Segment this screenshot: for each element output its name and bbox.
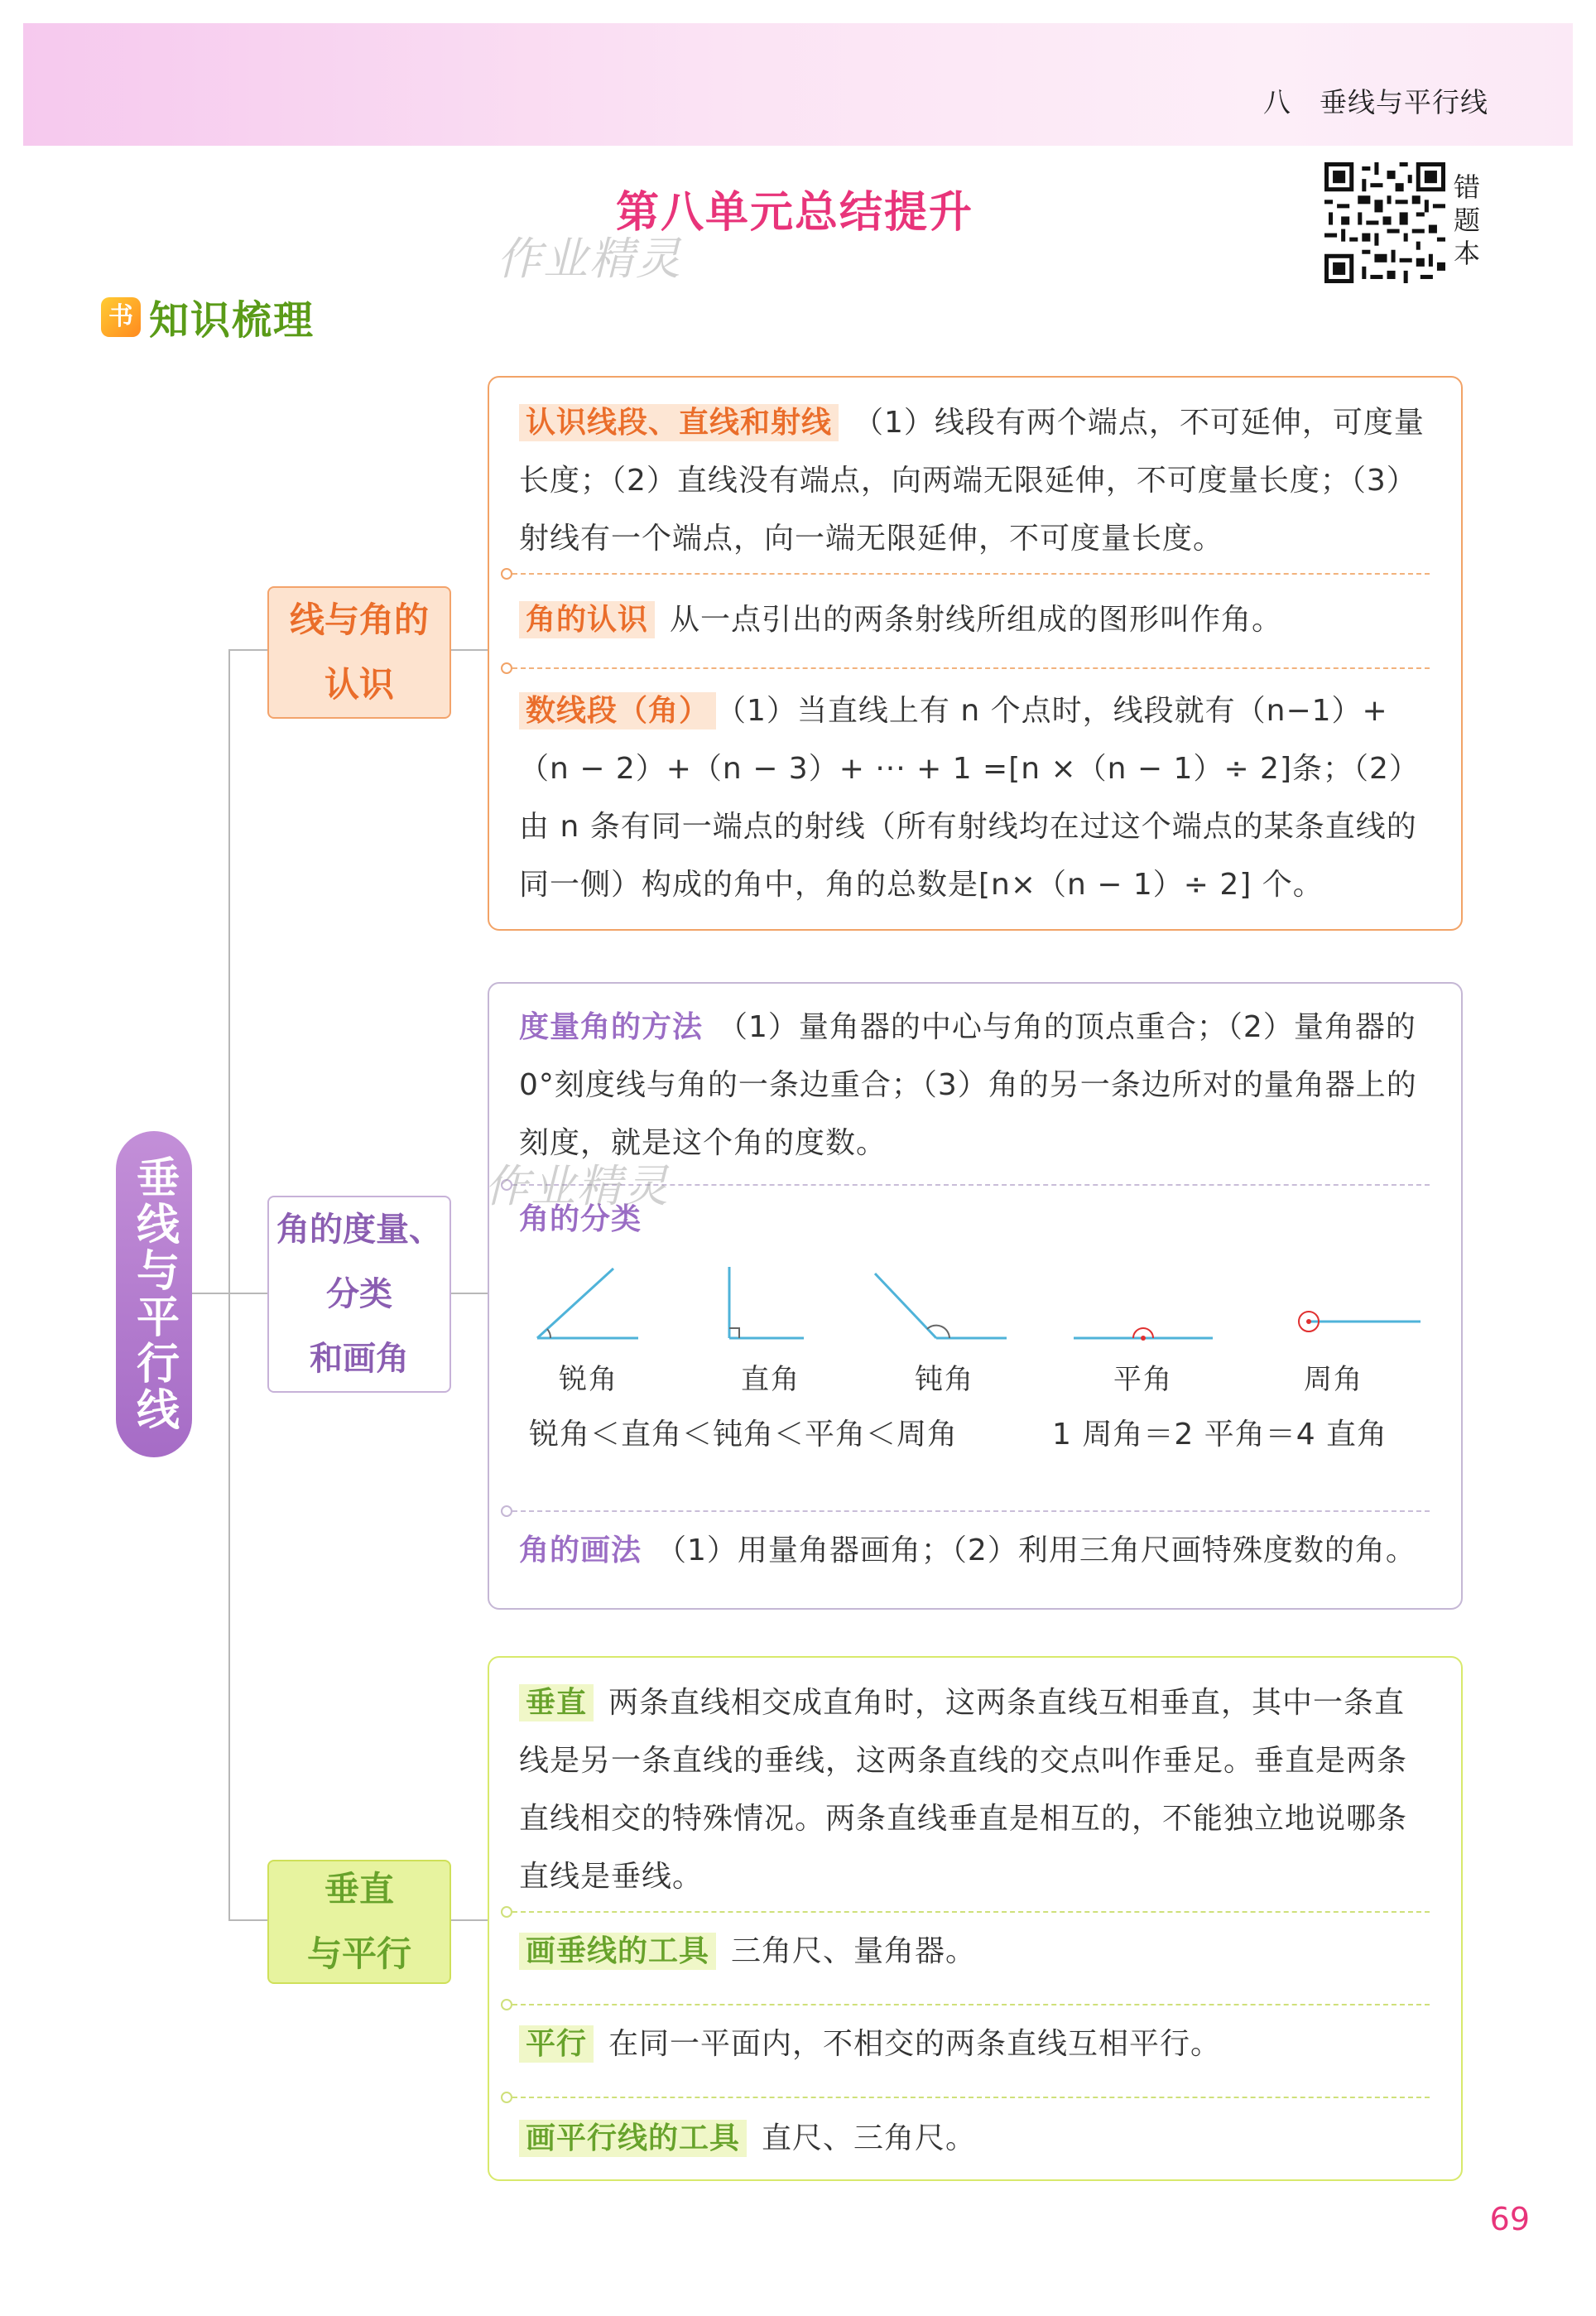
- page-number: 69: [1489, 2201, 1530, 2237]
- book-icon: 书: [101, 297, 141, 337]
- acute-angle-label: 锐角: [559, 1363, 618, 1396]
- item-parallel-tools: [519, 2110, 1430, 2168]
- item-parallel: [519, 2015, 1430, 2073]
- divider: [512, 2097, 1430, 2098]
- item-tag: 画垂线的工具: [519, 1933, 716, 1970]
- box-lines-and-angles: [488, 376, 1463, 931]
- watermark: 作业精灵: [484, 1160, 670, 1212]
- branch3-connector: [228, 1919, 267, 1921]
- branch1-connector: [228, 649, 267, 651]
- acute-angle-figure: [531, 1264, 647, 1346]
- right-angle-label: 直角: [741, 1363, 800, 1396]
- box-angle-measurement: [488, 982, 1463, 1610]
- divider-dot: [501, 1999, 512, 2010]
- straight-angle-label: 平角: [1113, 1363, 1173, 1396]
- tree-root: [116, 1131, 192, 1457]
- angle-order-relation: 锐角＜直角＜钝角＜平角＜周角: [529, 1418, 959, 1452]
- divider-dot: [501, 662, 512, 674]
- box3-connector: [448, 1919, 488, 1921]
- item-text: 两条直线相交成直角时，这两条直线互相垂直，其中一条直线是另一条直线的垂线，这两条直线的交点叫作垂足。垂直是两条直线相交的特殊情况。两条直线垂直是相互的，不能独立地说哪条直线是垂线。: [519, 1686, 1408, 1894]
- qr-code-icon[interactable]: [1324, 162, 1445, 283]
- box1-connector: [448, 649, 488, 651]
- item-tag: 角的画法: [519, 1534, 642, 1567]
- full-angle-figure: [1284, 1264, 1425, 1346]
- divider: [512, 1911, 1430, 1913]
- root-connector: [192, 1293, 228, 1294]
- item-tag: 认识线段、直线和射线: [519, 404, 839, 441]
- item-perpendicular-tools: [519, 1923, 1430, 1981]
- item-tag: 数线段（角）: [519, 692, 716, 729]
- item-angle-definition: [519, 591, 1430, 649]
- running-head: 八 垂线与平行线: [1263, 86, 1488, 118]
- item-tag: 画平行线的工具: [519, 2120, 747, 2157]
- divider: [512, 667, 1430, 669]
- item-tag: 度量角的方法: [519, 1010, 704, 1044]
- tree-trunk-line: [228, 649, 230, 1919]
- item-text: （1）当直线上有 n 个点时，线段就有（n−1）+（n − 2）+（n − 3）+ ··· + 1 =[n ×（n − 1）÷ 2]条；（2）由 n 条有同一端点的射线（所有射线均在过这个端点的某条直线的同一侧）构成的角中，角的总数是[n×（n − 1）÷ 2] 个。: [519, 694, 1420, 902]
- item-text: （1）线段有两个端点，不可延伸，可度量长度；（2）直线没有端点，向两端无限延伸，不可度量长度；（3）射线有一个端点，向一端无限延伸，不可度量长度。: [519, 406, 1425, 556]
- item-counting-segments: [519, 682, 1430, 914]
- item-perpendicular: [519, 1674, 1430, 1906]
- branch-lines-and-angles: 线与角的 认识: [267, 586, 451, 719]
- obtuse-angle-label: 钝角: [915, 1363, 974, 1396]
- item-lines-rays: [519, 394, 1430, 568]
- obtuse-angle-figure: [870, 1264, 1011, 1346]
- item-text: 三角尺、量角器。: [731, 1934, 977, 1968]
- item-text: 从一点引出的两条射线所组成的图形叫作角。: [670, 603, 1283, 637]
- right-angle-figure: [721, 1264, 812, 1346]
- section-heading: [101, 288, 315, 345]
- item-drawing-angles: [519, 1522, 1446, 1580]
- section-title: 知识梳理: [149, 297, 315, 344]
- full-angle-label: 周角: [1304, 1363, 1363, 1396]
- item-text: （1）用量角器画角；（2）利用三角尺画特殊度数的角。: [656, 1534, 1416, 1567]
- divider-dot: [501, 1505, 512, 1517]
- branch2-connector: [228, 1293, 267, 1294]
- root-label: 垂线与平行线: [128, 1155, 179, 1433]
- divider-dot: [501, 568, 512, 580]
- box-perpendicular-parallel: [488, 1656, 1463, 2181]
- divider: [512, 2004, 1430, 2005]
- item-tag: 角的认识: [519, 601, 655, 638]
- straight-angle-figure: [1069, 1264, 1218, 1346]
- item-tag: 垂直: [519, 1684, 594, 1721]
- item-tag: 角的分类: [519, 1202, 642, 1236]
- item-tag: 平行: [519, 2025, 594, 2063]
- box2-connector: [448, 1293, 488, 1294]
- branch-perpendicular-parallel: 垂直 与平行: [267, 1860, 451, 1984]
- item-text: （1）量角器的中心与角的顶点重合；（2）量角器的0°刻度线与角的一条边重合；（3）角的另一条边所对的量角器上的刻度，就是这个角的度数。: [519, 1010, 1417, 1160]
- divider-dot: [501, 2092, 512, 2103]
- divider: [512, 573, 1430, 575]
- page-title: 第八单元总结提升: [615, 188, 973, 238]
- angle-equivalence-relation: 1 周角＝2 平角＝4 直角: [1052, 1418, 1388, 1452]
- watermark: 作业精灵: [497, 233, 682, 285]
- item-measuring-method: [519, 999, 1430, 1172]
- divider: [512, 1510, 1430, 1512]
- item-text: 在同一平面内，不相交的两条直线互相平行。: [608, 2027, 1222, 2061]
- qr-label: 错 题 本: [1453, 171, 1480, 269]
- item-text: 直尺、三角尺。: [762, 2121, 977, 2155]
- divider-dot: [501, 1906, 512, 1918]
- branch-angle-measurement: 角的度量、 分类 和画角: [267, 1196, 451, 1393]
